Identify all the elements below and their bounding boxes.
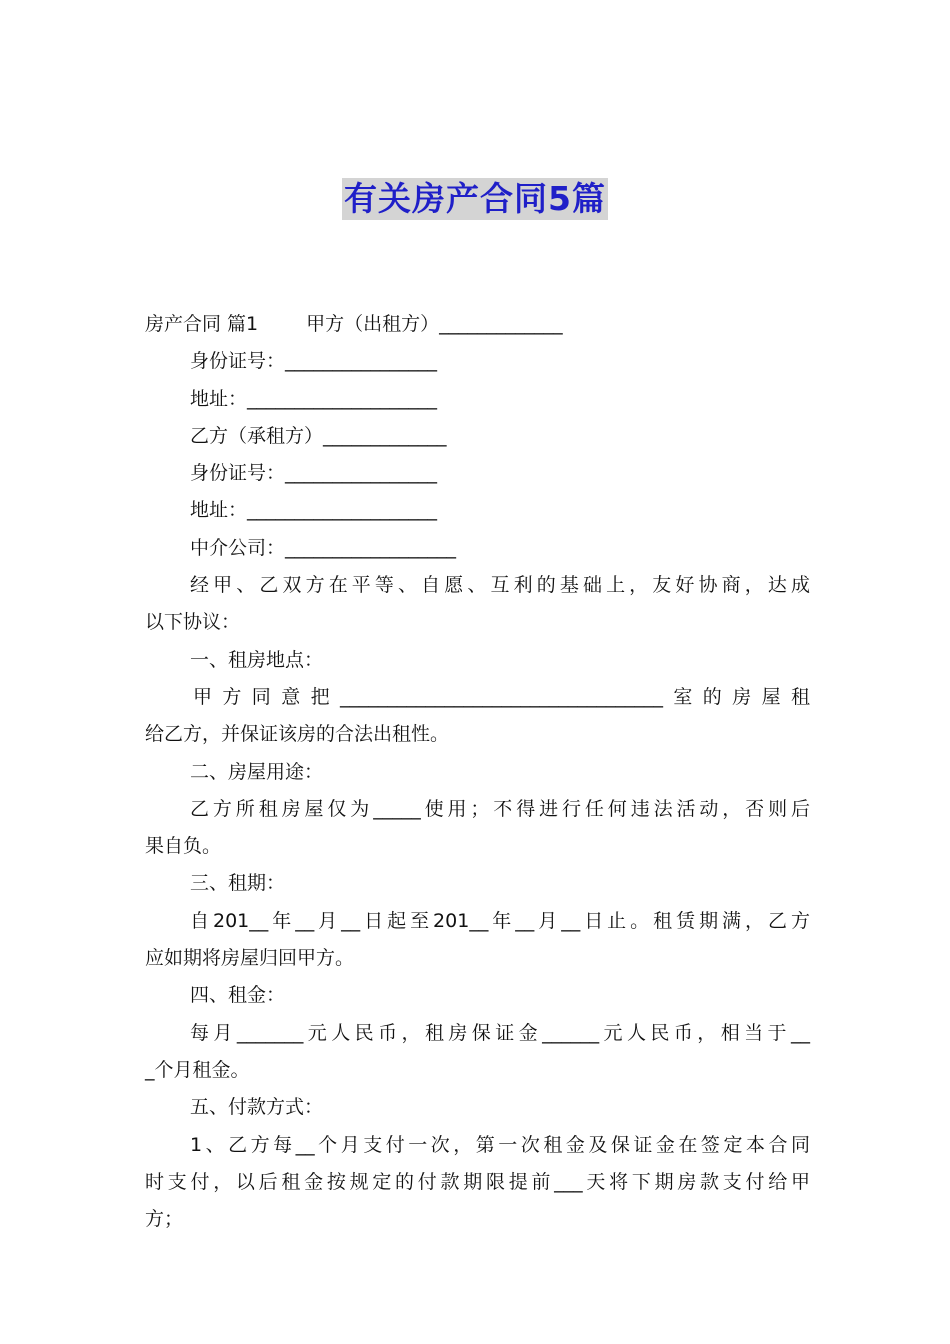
section-3-heading: 三、租期： [190, 872, 286, 895]
party-a-id-line: 身份证号：________________ [190, 350, 438, 373]
section-2-text-2: 果自负。 [145, 835, 222, 858]
section-3-text-2: 应如期将房屋归回甲方。 [145, 947, 355, 970]
party-a-address-line: 地址：____________________ [190, 387, 438, 410]
section-5-heading: 五、付款方式： [190, 1096, 324, 1119]
section-3-text-1: 自201__年__月__日起至201__年__月__日止。租赁期满，乙方 [190, 909, 810, 932]
preamble-line-1: 经甲、乙双方在平等、自愿、互利的基础上，友好协商，达成 [190, 574, 810, 597]
section-4-heading: 四、租金： [190, 984, 286, 1007]
preamble-line-2: 以下协议： [145, 611, 241, 634]
section-1-text-1: 甲方同意把__________________________________室的房屋租 [193, 685, 810, 708]
section-2-text-1: 乙方所租房屋仅为_____使用；不得进行任何违法活动，否则后 [190, 797, 810, 820]
section-5-text-2: 时支付，以后租金按规定的付款期限提前___天将下期房款支付给甲 [145, 1170, 810, 1193]
document-title: 有关房产合同5篇 [344, 179, 606, 218]
agency-line: 中介公司：__________________ [190, 536, 457, 559]
section-4-text-2: _个月租金。 [145, 1058, 250, 1081]
party-b-id-line: 身份证号：________________ [190, 462, 438, 485]
section-1-heading: 一、租房地点： [190, 648, 324, 671]
contract-heading-line [145, 306, 810, 343]
party-b-line: 乙方（承租方）_____________ [190, 424, 447, 447]
section-2-heading: 二、房屋用途： [190, 760, 324, 783]
title-container [0, 178, 950, 220]
section-5-text-1: 1、乙方每__个月支付一次，第一次租金及保证金在签定本合同 [190, 1133, 810, 1156]
section-4-text-1: 每月_______元人民币，租房保证金______元人民币，相当于__ [190, 1021, 810, 1044]
section-5-text-3: 方； [145, 1208, 184, 1231]
contract-section-label: 房产合同 篇1 [145, 313, 259, 335]
section-1-text-2: 给乙方，并保证该房的合法出租性。 [145, 723, 450, 746]
party-b-address-line: 地址：____________________ [190, 499, 438, 522]
document-body [145, 306, 810, 1238]
party-a-field: 甲方（出租方）_____________ [306, 313, 563, 335]
